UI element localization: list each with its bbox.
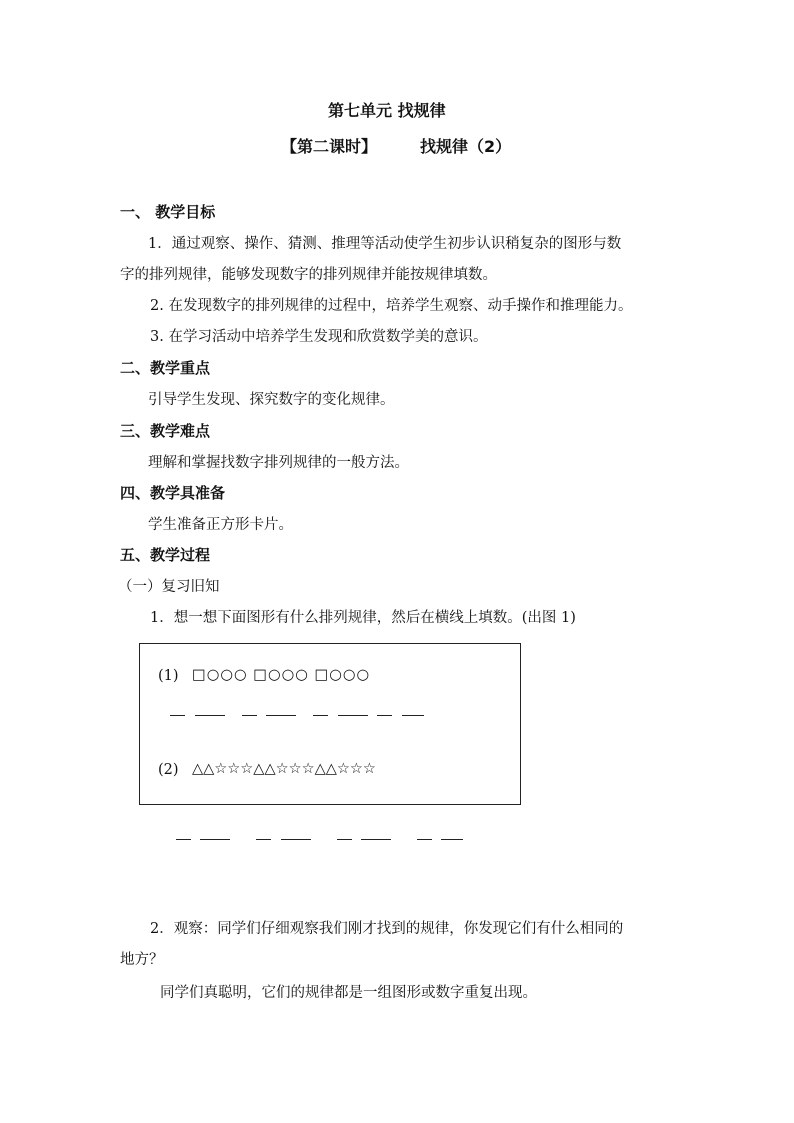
goal-item-2: 2. 在发现数字的排列规律的过程中，培养学生观察、动手操作和推理能力。 — [150, 298, 633, 314]
section-heading-materials: 四、教学具准备 — [120, 484, 226, 502]
figure-row-2-label: (2) — [158, 762, 179, 778]
key-points-text: 引导学生发现、探究数字的变化规律。 — [148, 392, 395, 408]
goal-item-1-line-2: 字的排列规律，能够发现数字的排列规律并能按规律填数。 — [120, 267, 497, 283]
figure-1-box — [139, 643, 521, 805]
page-title: 第七单元 找规律 — [328, 101, 446, 120]
section-heading-process: 五、教学过程 — [120, 546, 211, 564]
section-heading-difficulties: 三、教学难点 — [120, 422, 211, 440]
lesson-label: 【第二课时】 — [281, 137, 378, 156]
section-heading-key-points: 二、教学重点 — [120, 359, 211, 377]
process-sub-heading: （一）复习旧知 — [118, 579, 220, 595]
process-step-2-answer: 同学们真聪明，它们的规律都是一组图形或数字重复出现。 — [160, 985, 537, 1001]
difficulties-text: 理解和掌握找数字排列规律的一般方法。 — [148, 455, 409, 471]
figure-row-1-label: (1) — [158, 668, 179, 684]
goal-item-1-line-1: 1．通过观察、操作、猜测、推理等活动使学生初步认识稍复杂的图形与数 — [148, 236, 622, 252]
process-step-1: 1．想一想下面图形有什么排列规律，然后在横线上填数。(出图 1) — [150, 610, 576, 626]
goal-item-3: 3. 在学习活动中培养学生发现和欣赏数学美的意识。 — [150, 329, 488, 345]
lesson-topic: 找规律（2） — [420, 137, 512, 156]
figure-row-1-shapes: □○○○ □○○○ □○○○ — [192, 667, 371, 683]
materials-text: 学生准备正方形卡片。 — [148, 517, 293, 533]
process-step-2-line-2: 地方？ — [120, 952, 164, 968]
process-step-2-line-1: 2．观察：同学们仔细观察我们刚才找到的规律，你发现它们有什么相同的 — [150, 921, 624, 937]
figure-row-2-shapes: △△☆☆☆△△☆☆☆△△☆☆☆ — [192, 761, 376, 777]
section-heading-goals: 一、 教学目标 — [120, 203, 216, 221]
